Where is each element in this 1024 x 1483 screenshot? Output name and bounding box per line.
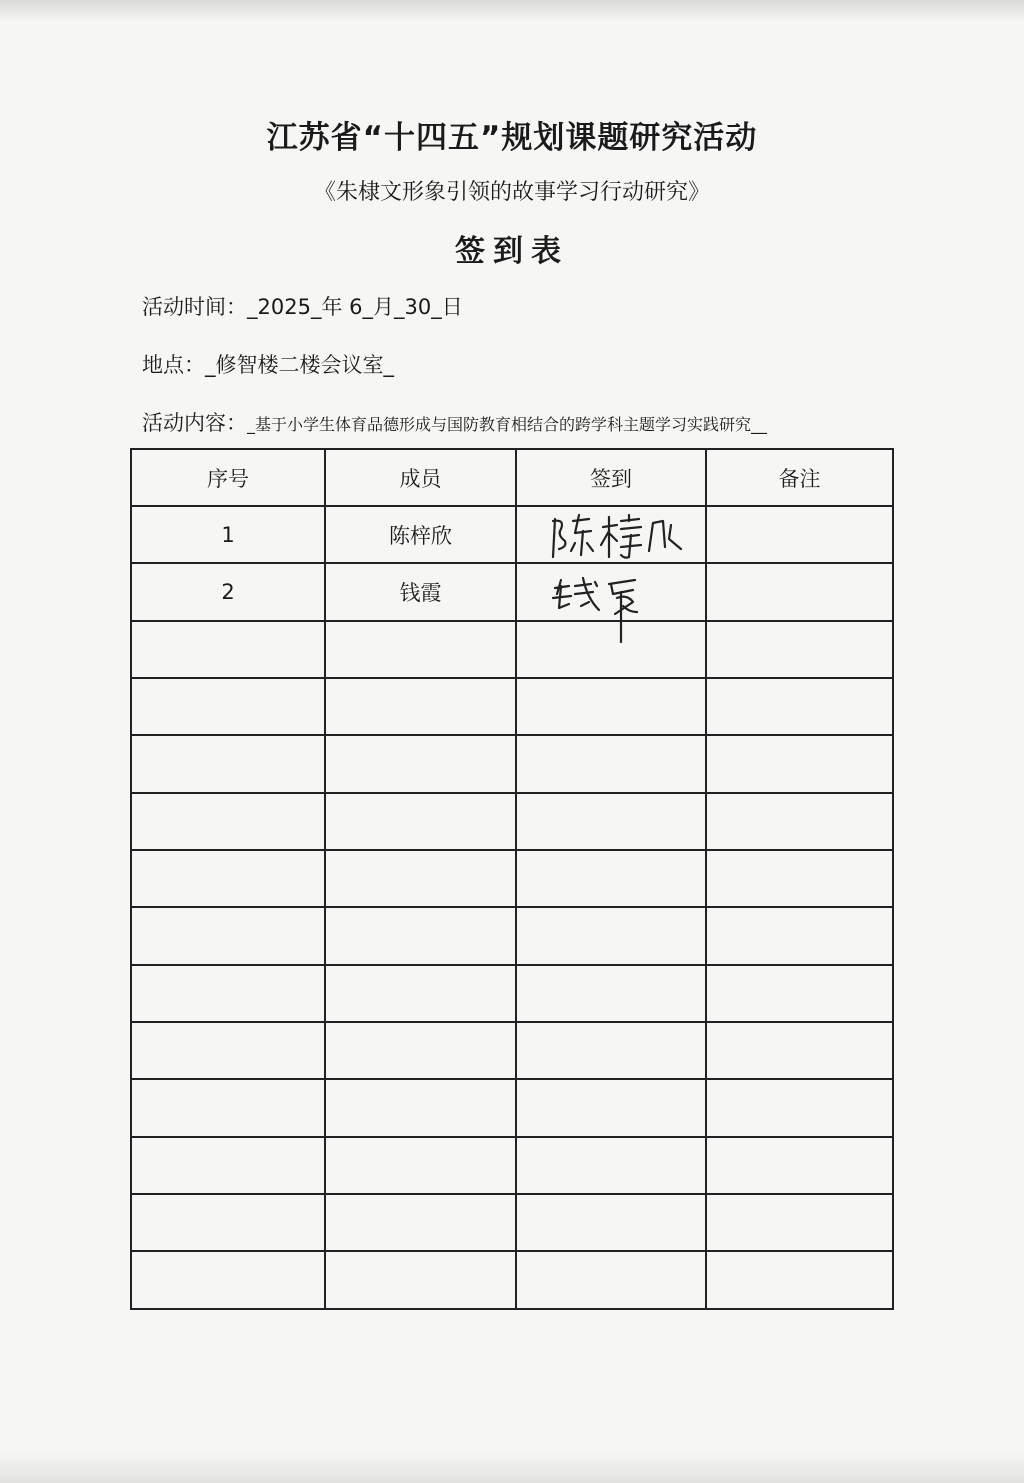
table-row <box>131 1251 893 1309</box>
row-note-cell <box>706 506 893 563</box>
row-signature-cell <box>516 735 706 792</box>
activity-time-label: 活动时间： <box>142 295 247 319</box>
row-signature-cell <box>516 850 706 907</box>
row-member-cell <box>325 850 516 907</box>
row-no-cell <box>131 1079 325 1136</box>
activity-time-value: _2025_年 6_月_30_日 <box>247 295 463 319</box>
row-member-cell <box>325 1079 516 1136</box>
row-no-cell <box>131 965 325 1022</box>
row-no-cell <box>131 1251 325 1309</box>
activity-content-label: 活动内容： <box>142 411 247 435</box>
row-member-cell <box>325 1137 516 1194</box>
row-note-cell <box>706 563 893 620</box>
table-row <box>131 1079 893 1136</box>
table-row <box>131 1194 893 1251</box>
row-member-cell: 钱霞 <box>325 563 516 620</box>
row-no-cell: 2 <box>131 563 325 620</box>
activity-content-line <box>142 407 767 437</box>
page-title: 江苏省“十四五”规划课题研究活动 <box>266 120 758 156</box>
table-row <box>131 621 893 678</box>
row-member-cell: 陈梓欣 <box>325 506 516 563</box>
row-note-cell <box>706 678 893 735</box>
row-note-cell <box>706 1251 893 1309</box>
row-signature-cell <box>516 907 706 964</box>
table-row <box>131 678 893 735</box>
row-no-cell <box>131 621 325 678</box>
header-signature: 签到 <box>516 449 706 506</box>
location-line <box>142 349 394 379</box>
scan-edge-bottom <box>0 1453 1024 1483</box>
header-note: 备注 <box>706 449 893 506</box>
row-signature-cell <box>516 1194 706 1251</box>
row-no-cell <box>131 1022 325 1079</box>
header-member: 成员 <box>325 449 516 506</box>
header-no: 序号 <box>131 449 325 506</box>
table-row <box>131 1022 893 1079</box>
row-signature-cell <box>516 1022 706 1079</box>
row-note-cell <box>706 1079 893 1136</box>
row-no-cell <box>131 1137 325 1194</box>
row-note-cell <box>706 907 893 964</box>
row-note-cell <box>706 621 893 678</box>
row-signature-cell <box>516 506 706 563</box>
row-signature-cell <box>516 965 706 1022</box>
location-value: _修智楼二楼会议室_ <box>205 353 394 377</box>
handwritten-signature <box>517 507 707 562</box>
row-no-cell <box>131 678 325 735</box>
row-member-cell <box>325 1251 516 1309</box>
table-row <box>131 563 893 620</box>
row-signature-cell <box>516 563 706 620</box>
row-no-cell: 1 <box>131 506 325 563</box>
row-note-cell <box>706 1137 893 1194</box>
row-note-cell <box>706 850 893 907</box>
row-signature-cell <box>516 1079 706 1136</box>
table-row <box>131 965 893 1022</box>
table-row <box>131 506 893 563</box>
row-no-cell <box>131 793 325 850</box>
table-row <box>131 907 893 964</box>
row-no-cell <box>131 850 325 907</box>
row-signature-cell <box>516 621 706 678</box>
table-header-row <box>131 449 893 506</box>
row-no-cell <box>131 907 325 964</box>
location-label: 地点： <box>142 353 205 377</box>
activity-content-value: _基于小学生体育品德形成与国防教育相结合的跨学科主题学习实践研究__ <box>247 415 768 434</box>
row-member-cell <box>325 735 516 792</box>
row-no-cell <box>131 735 325 792</box>
row-member-cell <box>325 965 516 1022</box>
row-note-cell <box>706 1022 893 1079</box>
row-note-cell <box>706 793 893 850</box>
activity-time-line <box>142 291 463 321</box>
table-row <box>131 1137 893 1194</box>
row-no-cell <box>131 1194 325 1251</box>
row-member-cell <box>325 621 516 678</box>
row-member-cell <box>325 1022 516 1079</box>
scan-edge-top <box>0 0 1024 22</box>
row-signature-cell <box>516 678 706 735</box>
row-note-cell <box>706 735 893 792</box>
table-row <box>131 850 893 907</box>
project-subtitle: 《朱棣文形象引领的故事学习行动研究》 <box>313 180 710 205</box>
row-signature-cell <box>516 1251 706 1309</box>
row-member-cell <box>325 1194 516 1251</box>
row-member-cell <box>325 907 516 964</box>
row-member-cell <box>325 793 516 850</box>
row-signature-cell <box>516 1137 706 1194</box>
sign-in-table <box>130 448 894 1310</box>
row-signature-cell <box>516 793 706 850</box>
sheet-name: 签到表 <box>455 234 569 269</box>
table-row <box>131 735 893 792</box>
row-note-cell <box>706 1194 893 1251</box>
table-row <box>131 793 893 850</box>
row-member-cell <box>325 678 516 735</box>
row-note-cell <box>706 965 893 1022</box>
